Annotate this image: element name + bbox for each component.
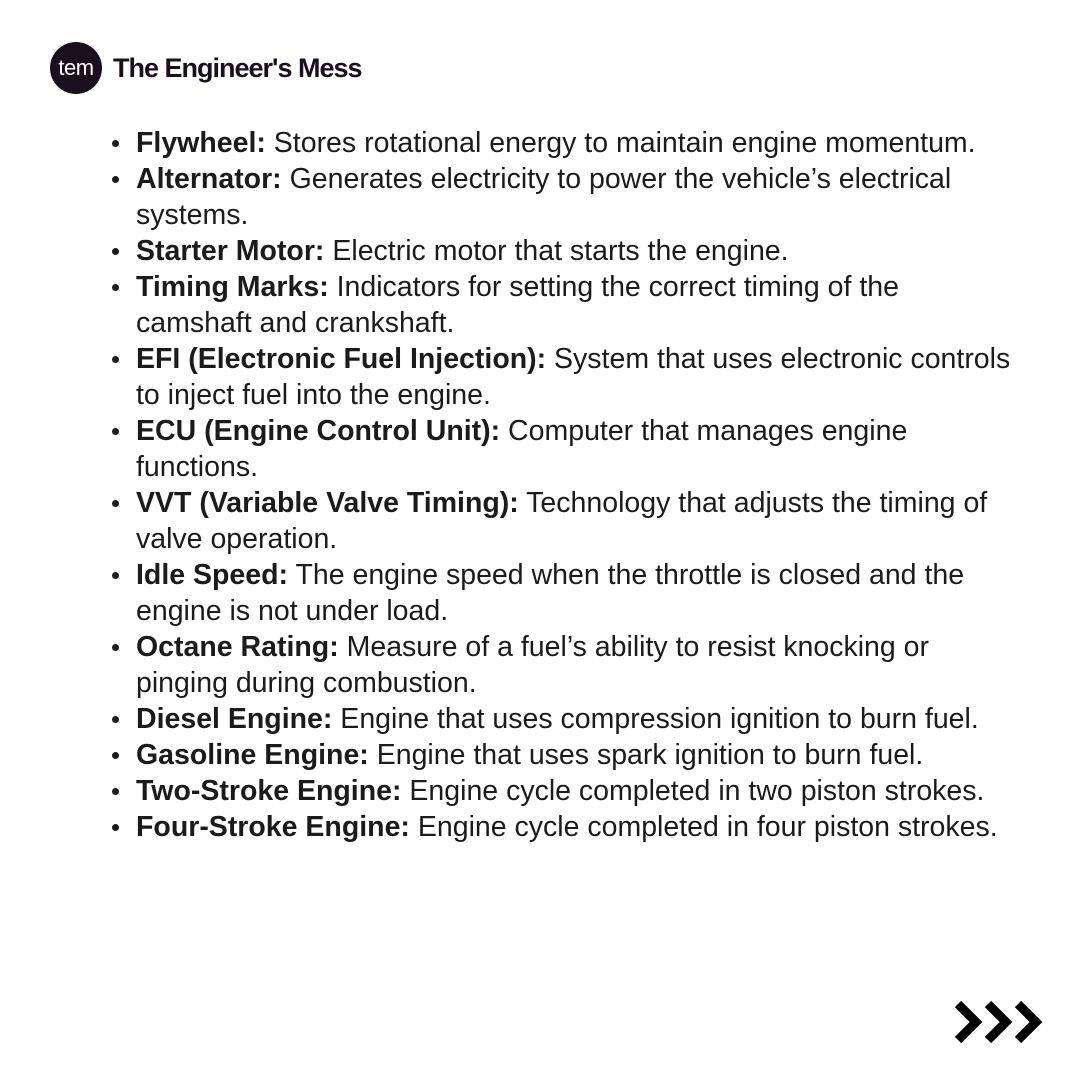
glossary-list: [136, 125, 1016, 845]
list-item: [136, 485, 1016, 557]
term-name: Octane Rating:: [136, 631, 339, 663]
term-name: Four-Stroke Engine:: [136, 811, 410, 843]
list-item: [136, 161, 1016, 233]
term-name: Diesel Engine:: [136, 703, 333, 735]
term-name: EFI (Electronic Fuel Injection):: [136, 343, 547, 375]
term-definition: Stores rotational energy to maintain engine momentum.: [265, 127, 976, 159]
term-definition: System that uses electronic controls to inject fuel into the engine.: [136, 343, 1011, 411]
term-name: VVT (Variable Valve Timing):: [136, 487, 519, 519]
brand-name: The Engineer's Mess: [113, 52, 362, 83]
list-item: [136, 701, 1016, 737]
term-definition: Computer that manages engine functions.: [136, 415, 908, 483]
list-item: [136, 269, 1016, 341]
term-name: Idle Speed:: [136, 559, 289, 591]
term-definition: Technology that adjusts the timing of valve operation.: [136, 487, 988, 555]
list-item: [136, 773, 1016, 809]
brand-header: [50, 42, 362, 94]
term-definition: Indicators for setting the correct timing of the camshaft and crankshaft.: [136, 271, 899, 339]
list-item: [136, 809, 1016, 845]
term-name: Flywheel:: [136, 127, 266, 159]
list-item: [136, 125, 1016, 161]
term-definition: The engine speed when the throttle is closed and the engine is not under load.: [136, 559, 965, 627]
list-item: [136, 341, 1016, 413]
list-item: [136, 629, 1016, 701]
term-definition: Electric motor that starts the engine.: [324, 235, 789, 267]
term-definition: Engine cycle completed in two piston strokes.: [401, 775, 985, 807]
term-definition: Engine that uses compression ignition to burn fuel.: [332, 703, 979, 735]
term-definition: Measure of a fuel’s ability to resist knocking or pinging during combustion.: [136, 631, 930, 699]
list-item: [136, 557, 1016, 629]
term-name: Starter Motor:: [136, 235, 325, 267]
term-definition: Generates electricity to power the vehicle’s electrical systems.: [136, 163, 952, 231]
term-name: Alternator:: [136, 163, 282, 195]
term-name: ECU (Engine Control Unit):: [136, 415, 501, 447]
triple-chevron-right-icon[interactable]: [952, 998, 1044, 1046]
brand-logo: tem: [50, 42, 102, 94]
term-definition: Engine cycle completed in four piston strokes.: [409, 811, 998, 843]
list-item: [136, 413, 1016, 485]
term-definition: Engine that uses spark ignition to burn fuel.: [368, 739, 924, 771]
term-name: Two-Stroke Engine:: [136, 775, 402, 807]
term-name: Timing Marks:: [136, 271, 329, 303]
list-item: [136, 737, 1016, 773]
list-item: [136, 233, 1016, 269]
term-name: Gasoline Engine:: [136, 739, 369, 771]
